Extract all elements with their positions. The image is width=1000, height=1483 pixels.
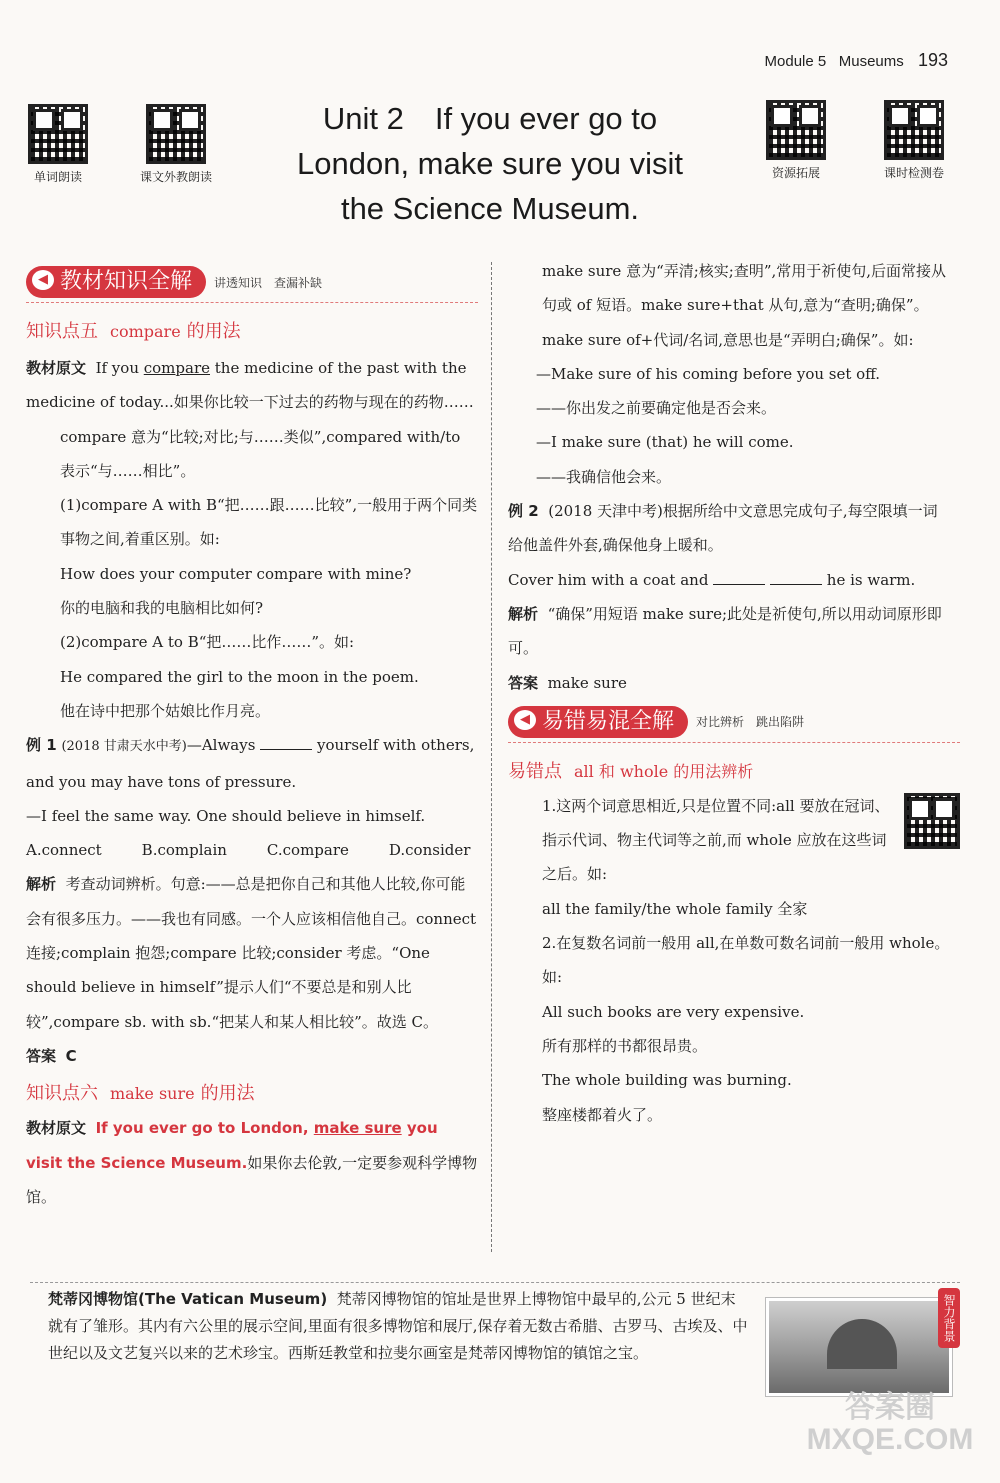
megaphone-icon: ◀ <box>32 270 54 290</box>
question-part: yourself with others, and you may have tons of pressure. <box>26 736 475 791</box>
error-label: 易错点 <box>508 760 562 782</box>
banner-tag: 讲透知识 查漏补缺 <box>214 275 323 290</box>
title-line: the Science Museum. <box>340 191 640 226</box>
left-body <box>26 351 478 1073</box>
kp-term: compare <box>110 322 181 341</box>
right-column <box>508 254 960 1132</box>
dome-shape <box>827 1319 897 1369</box>
error-body <box>508 789 960 1132</box>
example-source: (2018 甘肃天水中考) <box>61 739 187 755</box>
original-post: you visit the Science Museum. <box>26 1119 438 1172</box>
example-en: All such books are very expensive. <box>542 1002 805 1021</box>
section-label: Museums <box>838 53 904 70</box>
option-b[interactable]: B.complain <box>141 841 227 860</box>
section-banner-knowledge <box>26 266 478 303</box>
example-cn: 他在诗中把那个姑娘比作月亮。 <box>60 701 271 720</box>
original-text <box>26 351 478 420</box>
qr-code-quiz[interactable] <box>884 100 944 181</box>
original-word: compare <box>143 359 210 377</box>
example-en: He compared the girl to the moon in the poem. <box>60 667 419 686</box>
analysis-text: 考查动词辨析。句意:——总是把你自己和其他人比较,你可能会有很多压力。——我也有同感。一个人应该相信他自己。connect 连接;complain 抱怨;compare 比较;consider 考虑。“One should believe in himself”提示人们“不要总是和别人比较”,compare sb. with sb.“把某人和某人相比较”。故选 C。 <box>26 875 477 1031</box>
kp-label: 知识点五 <box>26 321 98 342</box>
title-line: Unit 2 If you ever go to <box>322 101 658 136</box>
answer-blank[interactable] <box>713 571 765 585</box>
original-underline: make sure <box>313 1119 402 1138</box>
explanation-3: (2)compare A to B“把……比作……”。如: <box>60 633 355 652</box>
example-label: 例 2 <box>508 502 539 521</box>
qr-label: 课时检测卷 <box>884 166 945 180</box>
example-instruction: (2018 天津中考)根据所给中文意思完成句子,每空限填一词 <box>548 502 938 521</box>
watermark-line: MXQE.COM <box>806 1423 974 1456</box>
answer-label: 答案 <box>26 1046 57 1065</box>
banner-title: 教材知识全解 <box>60 269 193 294</box>
analysis-label: 解析 <box>508 604 539 623</box>
option-c[interactable]: C.compare <box>266 841 349 860</box>
original-post: the medicine of the past with the medicine of today...如果你比较一下过去的药物与现在的药物…… <box>26 359 474 412</box>
original-pre: If you <box>95 359 144 377</box>
example-cn: ——你出发之前要确定他是否会来。 <box>536 399 777 418</box>
analysis-2 <box>508 597 960 666</box>
kp-suffix: 的用法 <box>200 1083 255 1105</box>
option-d[interactable]: D.consider <box>388 841 471 860</box>
megaphone-icon: ◀ <box>514 710 536 730</box>
answer-1 <box>26 1039 478 1073</box>
vatican-museum-photo <box>766 1298 952 1396</box>
knowledge-point-6 <box>26 1079 478 1105</box>
example-cn: 所有那样的书都很昂贵。 <box>542 1036 708 1055</box>
example-1 <box>26 728 478 799</box>
footer-title: 梵蒂冈博物馆(The Vatican Museum) <box>48 1290 328 1308</box>
options-row <box>26 833 478 867</box>
example-cn: 整座楼都着火了。 <box>542 1105 663 1124</box>
original-label: 教材原文 <box>26 359 87 377</box>
qr-code-icon <box>146 104 206 164</box>
answer-text: C <box>65 1046 77 1065</box>
question-part: Cover him with a coat and <box>508 570 709 589</box>
answer-blank[interactable] <box>770 571 822 585</box>
example-cn: ——我确信他会来。 <box>536 467 672 486</box>
explanation-2: (1)compare A with B“把……跟……比较”,一般用于两个同类事物之间,着重区别。如: <box>60 496 478 549</box>
kp-term: make sure <box>110 1084 195 1104</box>
answer-text: make sure <box>547 673 627 692</box>
example-en: —Make sure of his coming before you set off. <box>536 364 881 383</box>
example-2 <box>508 494 960 528</box>
knowledge-point-5 <box>26 317 478 343</box>
left-column <box>26 266 478 1214</box>
error-explanation-2: 2.在复数名词前一般用 all,在单数可数名词前一般用 whole。如: <box>542 934 950 987</box>
qr-code-resources[interactable] <box>766 100 826 181</box>
explanation-make-sure: make sure 意为“弄清;核实;查明”,常用于祈使句,后面常接从句或 of 短语。make sure+that 从句,意为“查明;确保”。make sure of+代词/名词,意思也是“弄明白;确保”。如: <box>542 262 947 349</box>
original-cn: 如果你去伦敦,一定要参观科学博物馆。 <box>26 1153 478 1206</box>
qr-code-icon <box>28 104 88 164</box>
analysis-text: “确保”用短语 make sure;此处是祈使句,所以用动词原形即可。 <box>508 604 942 658</box>
banner-pill <box>26 266 206 298</box>
question-part: —Always <box>186 736 256 755</box>
kp-suffix: 的用法 <box>186 321 241 342</box>
example-en: How does your computer compare with mine? <box>60 564 412 583</box>
module-label: Module 5 <box>764 53 827 70</box>
example-cn: 你的电脑和我的电脑相比如何? <box>60 599 264 618</box>
qr-code-icon <box>766 100 826 160</box>
example-cn: 给他盖件外套,确保他身上暖和。 <box>508 536 723 555</box>
example-label: 例 1 <box>26 736 57 755</box>
qr-label: 单词朗读 <box>33 170 82 184</box>
answer-label: 答案 <box>508 673 539 692</box>
watermark <box>800 1392 980 1456</box>
watermark-line: 答案圈 <box>845 1391 935 1424</box>
kp-label: 知识点六 <box>26 1083 98 1105</box>
error-point <box>508 757 960 783</box>
column-divider <box>491 262 492 1252</box>
explanation-1: compare 意为“比较;对比;与……类似”,compared with/to 表示“与……相比”。 <box>60 427 461 480</box>
banner-pill <box>508 706 688 738</box>
answer-2 <box>508 666 960 700</box>
footer-text <box>48 1286 748 1367</box>
error-explanation-1: 1.这两个词意思相近,只是位置不同:all 要放在冠词、指示代词、物主代词等之前,而 whole 应放在这些词之后。如: <box>542 796 890 884</box>
qr-code-word-reading[interactable] <box>28 104 88 185</box>
qr-code-icon[interactable] <box>904 793 960 849</box>
original-label: 教材原文 <box>26 1119 87 1138</box>
right-body <box>508 254 960 700</box>
unit-title <box>270 96 710 231</box>
section-banner-errors <box>508 706 960 743</box>
error-term: all 和 whole 的用法辨析 <box>574 761 754 781</box>
side-tab: 智力背景 <box>938 1288 960 1348</box>
qr-code-icon <box>884 100 944 160</box>
banner-tag: 对比辨析 跳出陷阱 <box>696 715 805 730</box>
page-number: 193 <box>917 50 948 70</box>
qr-label: 资源拓展 <box>771 166 820 180</box>
example-en: all the family/the whole family 全家 <box>542 899 808 918</box>
page-header <box>765 50 948 71</box>
option-a[interactable]: A.connect <box>26 841 102 860</box>
example-en: The whole building was burning. <box>542 1071 792 1090</box>
banner-title: 易错易混全解 <box>542 708 675 734</box>
analysis-1 <box>26 867 478 1038</box>
example-2-question <box>508 563 960 597</box>
footer-body: 梵蒂冈博物馆的馆址是世界上博物馆中最早的,公元 5 世纪末就有了雏形。其内有六公里的展示空间,里面有很多博物馆和展厅,保存着无数古希腊、古罗马、古埃及、中世纪以及文艺复兴以来的艺术珍宝。西斯廷教堂和拉斐尔画室是梵蒂冈博物馆的镇馆之宝。 <box>48 1290 748 1362</box>
question-part: he is warm. <box>826 570 916 589</box>
original-text-2 <box>26 1111 478 1214</box>
answer-blank[interactable] <box>260 736 312 750</box>
example-en: —I make sure (that) he will come. <box>536 433 794 452</box>
qr-label: 课文外教朗读 <box>140 170 213 184</box>
analysis-label: 解析 <box>26 875 57 894</box>
qr-code-text-reading[interactable] <box>140 104 212 185</box>
question-reply: —I feel the same way. One should believe in himself. <box>26 806 426 825</box>
original-pre: If you ever go to London, <box>95 1119 314 1138</box>
title-line: London, make sure you visit <box>297 146 683 181</box>
